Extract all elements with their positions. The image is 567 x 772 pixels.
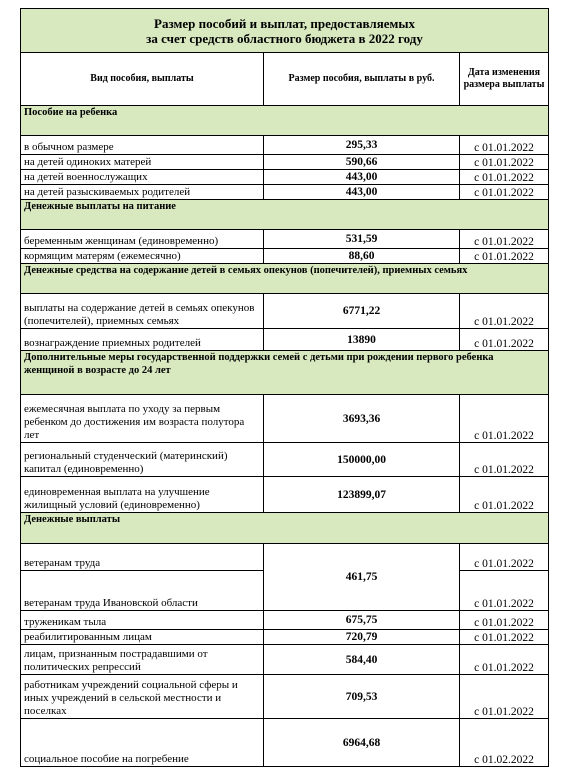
row-amount: 150000,00 xyxy=(264,443,460,477)
header-type: Вид пособия, выплаты xyxy=(21,53,264,106)
row-name: единовременная выплата на улучшение жилищный условий (единовременно) xyxy=(21,477,264,513)
row-name: ежемесячная выплата по уходу за первым ребенком до достижения им возраста полутора лет xyxy=(21,395,264,443)
table-row xyxy=(21,155,549,170)
row-amount: 584,40 xyxy=(264,645,460,675)
row-amount: 720,79 xyxy=(264,630,460,645)
section-title: Пособие на ребенка xyxy=(21,106,549,136)
row-amount: 461,75 xyxy=(264,544,460,611)
table-row xyxy=(21,136,549,155)
row-date: с 01.01.2022 xyxy=(460,544,549,571)
row-date: с 01.01.2022 xyxy=(460,395,549,443)
row-date: с 01.01.2022 xyxy=(460,675,549,719)
row-date: с 01.01.2022 xyxy=(460,294,549,329)
row-amount: 13890 xyxy=(264,329,460,351)
table-row xyxy=(21,170,549,185)
row-date: с 01.01.2022 xyxy=(460,645,549,675)
table-row xyxy=(21,294,549,329)
section-row xyxy=(21,264,549,294)
row-amount: 88,60 xyxy=(264,249,460,264)
row-amount: 443,00 xyxy=(264,185,460,200)
row-date: с 01.01.2022 xyxy=(460,329,549,351)
section-row xyxy=(21,106,549,136)
row-date: с 01.01.2022 xyxy=(460,571,549,611)
section-row xyxy=(21,200,549,230)
row-amount: 3693,36 xyxy=(264,395,460,443)
row-amount: 443,00 xyxy=(264,170,460,185)
row-date: с 01.01.2022 xyxy=(460,443,549,477)
row-amount: 709,53 xyxy=(264,675,460,719)
row-amount: 6771,22 xyxy=(264,294,460,329)
row-name: региональный студенческий (материнский) капитал (единовременно) xyxy=(21,443,264,477)
row-name: на детей военнослужащих xyxy=(21,170,264,185)
table-row xyxy=(21,611,549,630)
row-name: на детей разыскиваемых родителей xyxy=(21,185,264,200)
row-date: с 01.01.2022 xyxy=(460,630,549,645)
section-row xyxy=(21,351,549,395)
header-row xyxy=(21,53,549,106)
row-date: с 01.01.2022 xyxy=(460,611,549,630)
table-row xyxy=(21,395,549,443)
row-date: с 01.01.2022 xyxy=(460,136,549,155)
table-row xyxy=(21,329,549,351)
header-amount: Размер пособия, выплаты в руб. xyxy=(264,53,460,106)
section-row xyxy=(21,513,549,544)
row-amount: 123899,07 xyxy=(264,477,460,513)
title-line-2: за счет средств областного бюджета в 2022 году xyxy=(146,30,423,46)
row-amount: 295,33 xyxy=(264,136,460,155)
row-name: реабилитированным лицам xyxy=(21,630,264,645)
table-row xyxy=(21,443,549,477)
row-name: беременным женщинам (единовременно) xyxy=(21,230,264,249)
row-date: с 01.01.2022 xyxy=(460,185,549,200)
section-title: Денежные выплаты на питание xyxy=(21,200,549,230)
row-name: ветеранам труда xyxy=(21,544,264,571)
section-title: Денежные выплаты xyxy=(21,513,549,544)
benefits-table xyxy=(20,8,549,767)
section-title: Дополнительные меры государственной поддержки семей с детьми при рождении первого ребенка женщиной в возрасте до 24 лет xyxy=(21,351,549,395)
row-date: с 01.01.2022 xyxy=(460,170,549,185)
title-line-1: Размер пособий и выплат, предоставляемых xyxy=(154,15,416,31)
table-row xyxy=(21,185,549,200)
table-row xyxy=(21,477,549,513)
row-name: лицам, признанным пострадавшими от политических репрессий xyxy=(21,645,264,675)
table-row xyxy=(21,675,549,719)
row-name: в обычном размере xyxy=(21,136,264,155)
row-date: с 01.01.2022 xyxy=(460,155,549,170)
row-name: кормящим матерям (ежемесячно) xyxy=(21,249,264,264)
row-date: с 01.02.2022 xyxy=(460,719,549,767)
row-amount: 675,75 xyxy=(264,611,460,630)
table-row xyxy=(21,544,549,571)
title-row xyxy=(21,9,549,53)
header-date: Дата изменения размера выплаты xyxy=(460,53,549,106)
row-date: с 01.01.2022 xyxy=(460,249,549,264)
row-name: труженикам тыла xyxy=(21,611,264,630)
table-row xyxy=(21,645,549,675)
row-amount: 531,59 xyxy=(264,230,460,249)
row-amount: 590,66 xyxy=(264,155,460,170)
row-date: с 01.01.2022 xyxy=(460,230,549,249)
table-row xyxy=(21,719,549,767)
table-title xyxy=(21,9,549,53)
row-name: работникам учреждений социальной сферы и иных учреждений в сельской местности и поселках xyxy=(21,675,264,719)
row-name: на детей одиноких матерей xyxy=(21,155,264,170)
table-row xyxy=(21,230,549,249)
row-name: выплаты на содержание детей в семьях опекунов (попечителей), приемных семьях xyxy=(21,294,264,329)
row-name: вознаграждение приемных родителей xyxy=(21,329,264,351)
row-date: с 01.01.2022 xyxy=(460,477,549,513)
row-name: социальное пособие на погребение xyxy=(21,719,264,767)
section-title: Денежные средства на содержание детей в семьях опекунов (попечителей), приемных семьях xyxy=(21,264,549,294)
row-amount: 6964,68 xyxy=(264,719,460,767)
table-row xyxy=(21,249,549,264)
row-name: ветеранам труда Ивановской области xyxy=(21,571,264,611)
table-row xyxy=(21,630,549,645)
